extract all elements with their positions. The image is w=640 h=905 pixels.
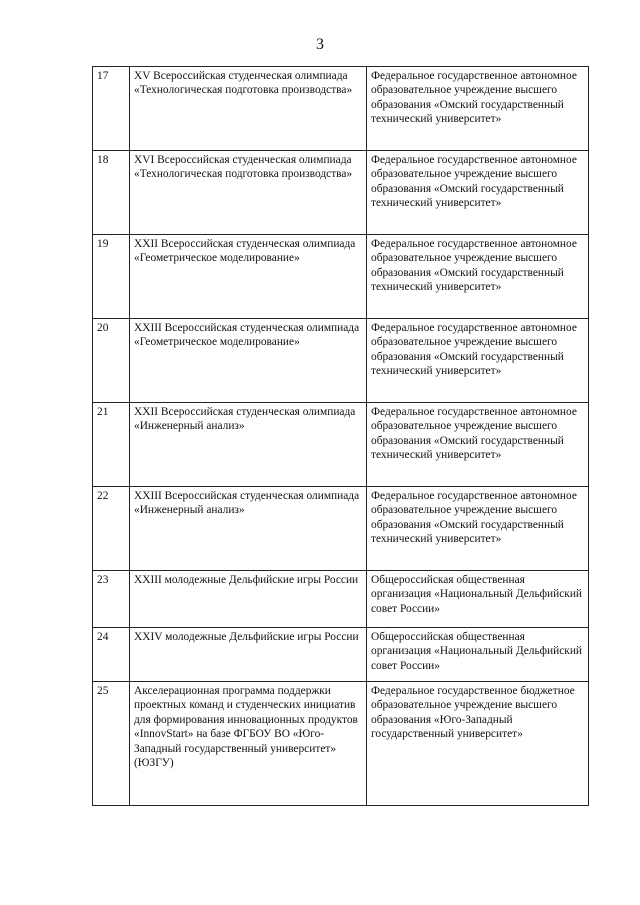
table-row <box>93 235 589 319</box>
table-row <box>93 151 589 235</box>
table-row <box>93 487 589 571</box>
row-number: 21 <box>93 403 130 487</box>
organizer: Федеральное государственное автономное образовательное учреждение высшего образования «Омский государственный технический университет» <box>367 319 589 403</box>
table-row <box>93 67 589 151</box>
event-name: XXII Всероссийская студенческая олимпиада «Инженерный анализ» <box>130 403 367 487</box>
event-name: XV Всероссийская студенческая олимпиада «Технологическая подготовка производства» <box>130 67 367 151</box>
event-name: XXIII Всероссийская студенческая олимпиада «Геометрическое моделирование» <box>130 319 367 403</box>
row-number: 18 <box>93 151 130 235</box>
organizer: Общероссийская общественная организация «Национальный Дельфийский совет России» <box>367 571 589 628</box>
organizer: Федеральное государственное автономное образовательное учреждение высшего образования «Омский государственный технический университет» <box>367 67 589 151</box>
row-number: 19 <box>93 235 130 319</box>
organizer: Федеральное государственное бюджетное образовательное учреждение высшего образования «Юго-Западный государственный университет» <box>367 682 589 806</box>
row-number: 24 <box>93 628 130 682</box>
event-name: Акселерационная программа поддержки проектных команд и студенческих инициатив для формирования инновационных продуктов «InnovStart» на базе ФГБОУ ВО «Юго-Западный государственный университет» (ЮЗГУ) <box>130 682 367 806</box>
page-number: 3 <box>316 36 324 53</box>
event-name: XXIII молодежные Дельфийские игры России <box>130 571 367 628</box>
table-row <box>93 403 589 487</box>
event-name: XVI Всероссийская студенческая олимпиада «Технологическая подготовка производства» <box>130 151 367 235</box>
event-name: XXII Всероссийская студенческая олимпиада «Геометрическое моделирование» <box>130 235 367 319</box>
table-row <box>93 319 589 403</box>
organizer: Федеральное государственное автономное образовательное учреждение высшего образования «Омский государственный технический университет» <box>367 235 589 319</box>
table-row <box>93 571 589 628</box>
organizer: Федеральное государственное автономное образовательное учреждение высшего образования «Омский государственный технический университет» <box>367 487 589 571</box>
event-name: XXIII Всероссийская студенческая олимпиада «Инженерный анализ» <box>130 487 367 571</box>
events-table <box>92 66 589 806</box>
row-number: 25 <box>93 682 130 806</box>
organizer: Федеральное государственное автономное образовательное учреждение высшего образования «Омский государственный технический университет» <box>367 403 589 487</box>
event-name: XXIV молодежные Дельфийские игры России <box>130 628 367 682</box>
organizer: Федеральное государственное автономное образовательное учреждение высшего образования «Омский государственный технический университет» <box>367 151 589 235</box>
table-row <box>93 682 589 806</box>
organizer: Общероссийская общественная организация «Национальный Дельфийский совет России» <box>367 628 589 682</box>
row-number: 22 <box>93 487 130 571</box>
row-number: 20 <box>93 319 130 403</box>
row-number: 23 <box>93 571 130 628</box>
row-number: 17 <box>93 67 130 151</box>
table-row <box>93 628 589 682</box>
